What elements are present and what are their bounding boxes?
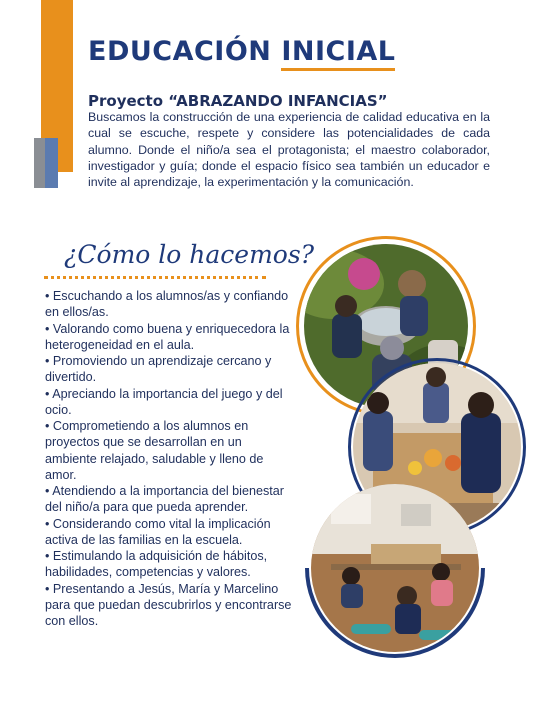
list-item: • Valorando como buena y enriquecedora la heterogeneidad en el aula. xyxy=(45,321,290,352)
list-item: • Comprometiendo a los alumnos en proyectos que se desarrollan en un ambiente relajado, saludable y lleno de amor. xyxy=(45,419,264,482)
dotted-divider xyxy=(44,276,266,279)
list-item: • Promoviendo un aprendizaje cercano y divertido. xyxy=(45,354,272,385)
intro-paragraph: Buscamos la construcción de una experiencia de calidad educativa en la cual se escuche, respete y considere las potencialidades de cada alumno. Donde el niño/a sea el protagonista; el maestro colaborador, investigador y guía; donde el espacio físico sea también un educador e invite al aprendizaje, la experimentación y la comunicación. xyxy=(88,110,490,190)
list-item: • Atendiendo a la importancia del bienestar del niño/a para que pueda aprender. xyxy=(45,484,284,515)
list-item: • Presentando a Jesús, María y Marcelino para que puedan descubrirlos y encontrarse con ellos. xyxy=(45,581,292,628)
title-part-1: EDUCACIÓN xyxy=(88,36,282,67)
section-heading: ¿Cómo lo hacemos? xyxy=(64,240,315,269)
photo-classroom-circle xyxy=(311,484,479,652)
title-part-2: INICIAL xyxy=(281,36,395,71)
page-title xyxy=(88,36,395,67)
list-item: • Estimulando la adquisición de hábitos, habilidades, competencias y valores. xyxy=(45,549,268,580)
blue-accent-block xyxy=(45,138,58,188)
bullet-list xyxy=(45,288,295,629)
list-item: • Escuchando a los alumnos/as y confiando en ellos/as. xyxy=(45,289,289,320)
project-subtitle: Proyecto “ABRAZANDO INFANCIAS” xyxy=(88,92,388,110)
list-item: • Considerando como vital la implicación activa de las familias en la escuela. xyxy=(45,516,271,547)
list-item: • Apreciando la importancia del juego y del ocio. xyxy=(45,386,283,417)
